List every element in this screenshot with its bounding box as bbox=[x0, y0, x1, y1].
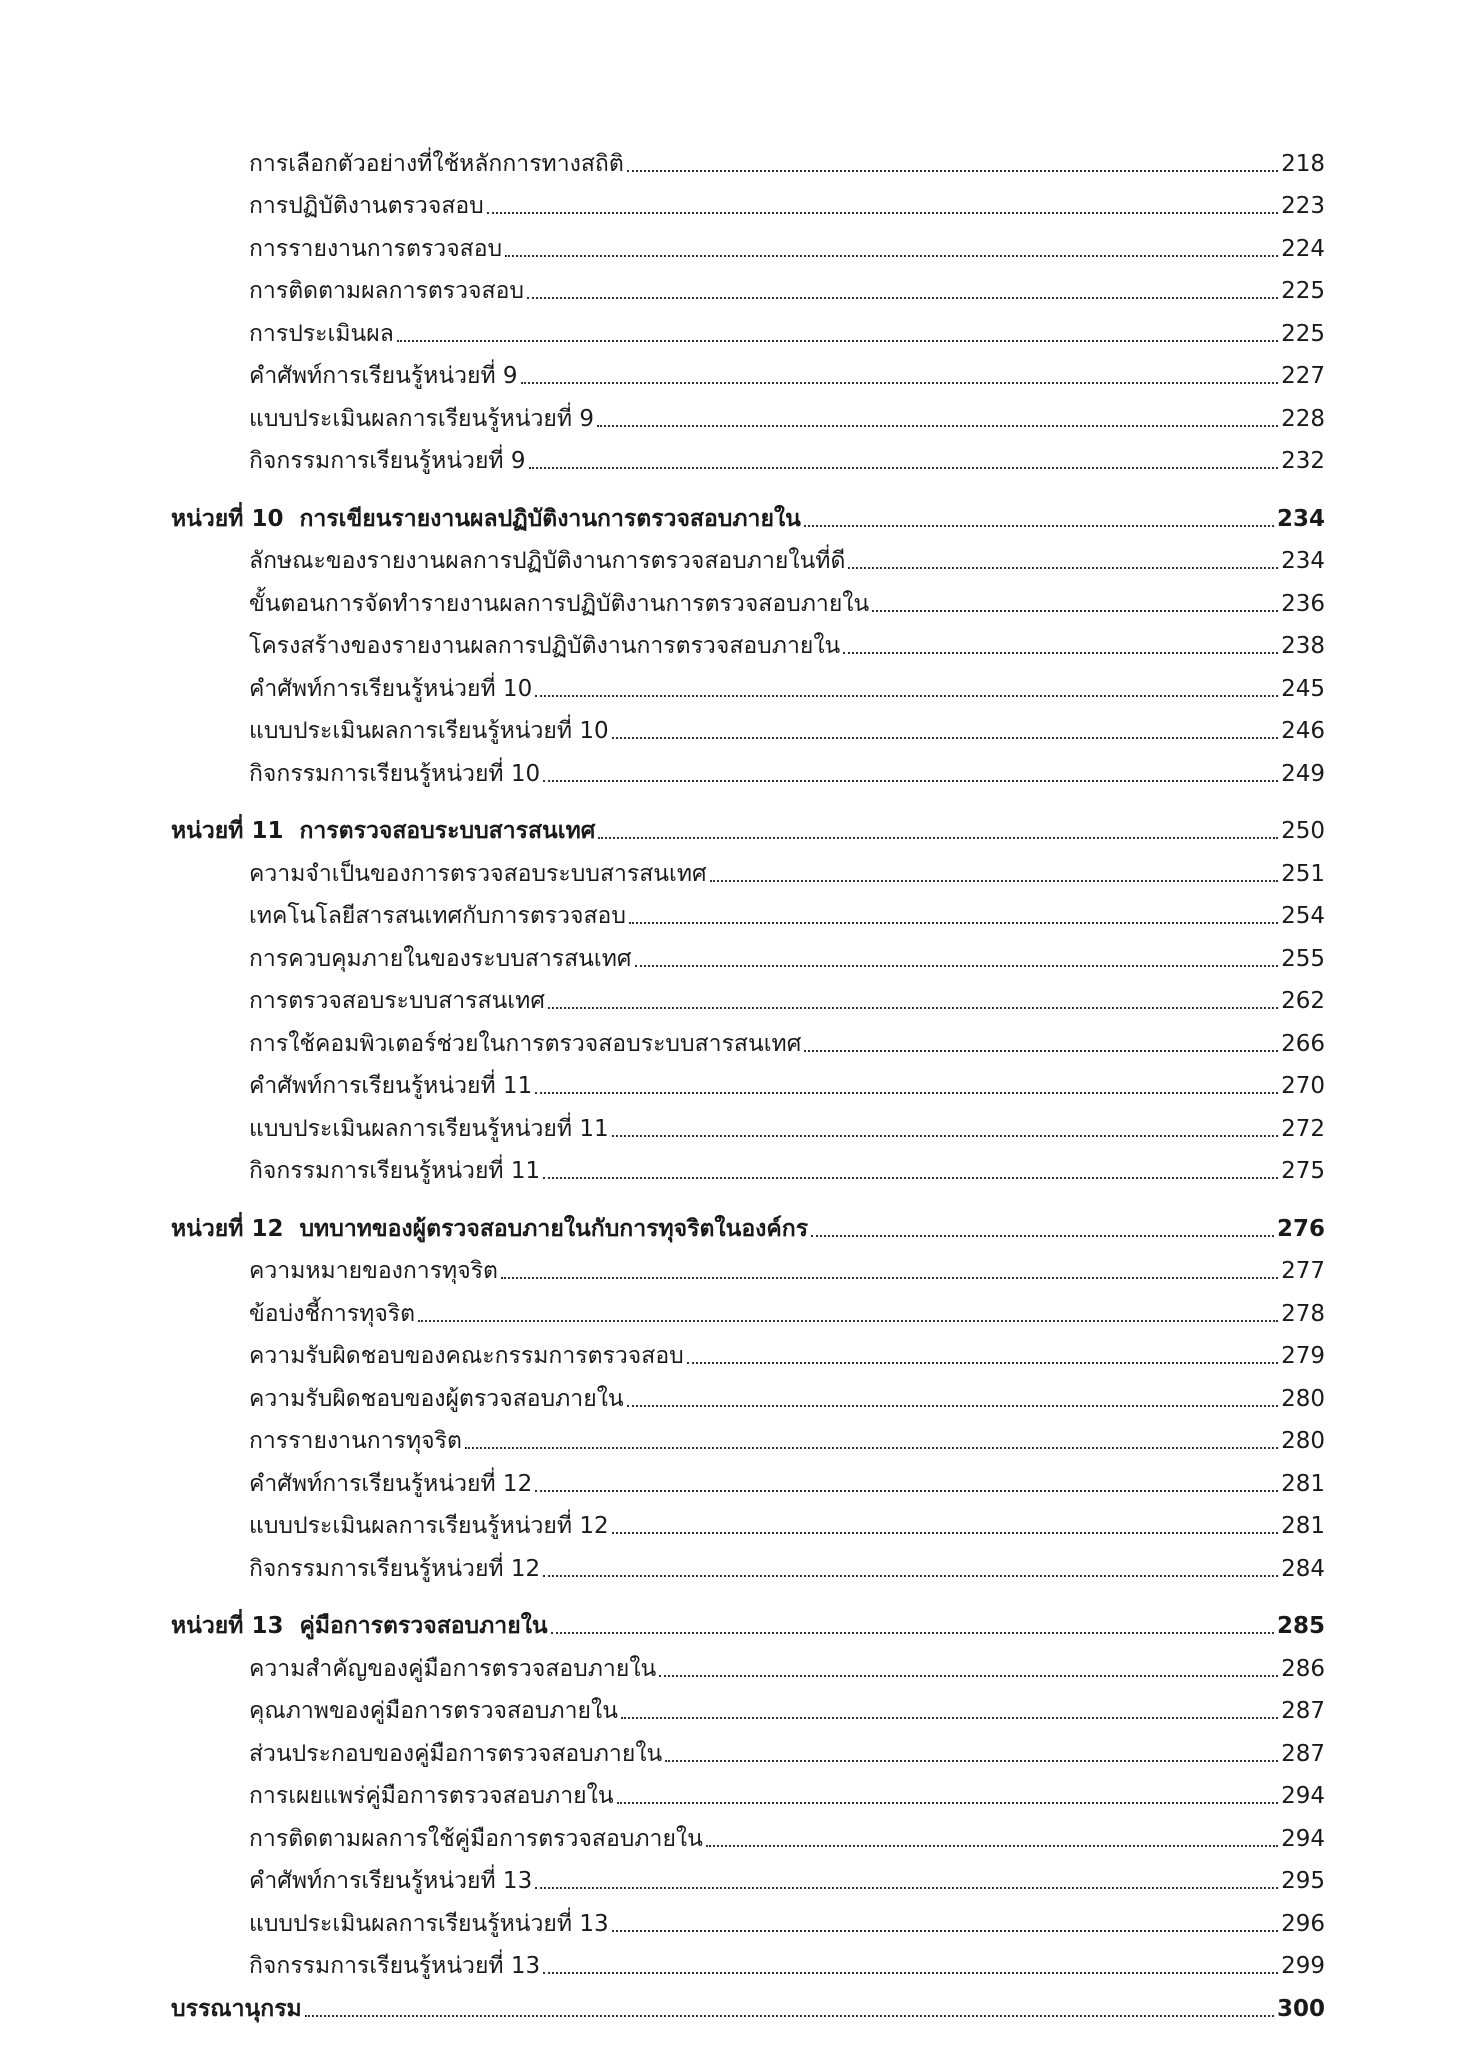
dot-leader bbox=[635, 964, 1279, 967]
toc-entry-title: คำศัพท์การเรียนรู้หน่วยที่ 13 bbox=[249, 1868, 533, 1894]
toc-entry[interactable] bbox=[171, 1144, 1325, 1187]
dot-leader bbox=[687, 1361, 1278, 1364]
toc-entry-page: 227 bbox=[1281, 363, 1325, 389]
toc-entry[interactable] bbox=[171, 179, 1325, 222]
dot-leader bbox=[710, 879, 1278, 882]
toc-entry-page: 272 bbox=[1281, 1115, 1325, 1142]
dot-leader bbox=[665, 1759, 1278, 1762]
toc-entry-page: 295 bbox=[1281, 1868, 1325, 1894]
toc-entry-title: การปฏิบัติงานตรวจสอบ bbox=[249, 193, 484, 219]
toc-entry-page: 275 bbox=[1281, 1158, 1325, 1184]
toc-entry-title: ความรับผิดชอบของคณะกรรมการตรวจสอบ bbox=[249, 1343, 684, 1369]
dot-leader bbox=[543, 779, 1278, 782]
toc-entry-page: 279 bbox=[1281, 1343, 1325, 1369]
toc-entry[interactable] bbox=[171, 534, 1325, 577]
toc-entry-title: คำศัพท์การเรียนรู้หน่วยที่ 12 bbox=[249, 1470, 533, 1497]
toc-unit-heading[interactable] bbox=[171, 491, 1325, 534]
toc-entry-title: คำศัพท์การเรียนรู้หน่วยที่ 10 bbox=[249, 675, 533, 702]
dot-leader bbox=[535, 1886, 1278, 1889]
dot-leader bbox=[305, 2014, 1274, 2017]
unit-page: 285 bbox=[1276, 1613, 1325, 1639]
toc-entry-title: ขั้นตอนการจัดทำรายงานผลการปฏิบัติงานการตรวจสอบภายใน bbox=[249, 590, 870, 617]
toc-entry-page: 266 bbox=[1281, 1030, 1325, 1057]
section-gap bbox=[171, 789, 1325, 804]
toc-entry[interactable] bbox=[171, 349, 1325, 392]
toc-entry[interactable] bbox=[171, 1371, 1325, 1414]
toc-entry-title: กิจกรรมการเรียนรู้หน่วยที่ 10 bbox=[249, 760, 541, 787]
unit-page: 234 bbox=[1276, 505, 1325, 532]
toc-entry-title: แบบประเมินผลการเรียนรู้หน่วยที่ 11 bbox=[249, 1115, 609, 1142]
bibliography-title: บรรณานุกรม bbox=[171, 1995, 302, 2022]
toc-entry-page: 225 bbox=[1281, 278, 1325, 304]
toc-entry-page: 254 bbox=[1281, 903, 1325, 929]
toc-unit-heading[interactable] bbox=[171, 804, 1325, 847]
toc-entry-title: แบบประเมินผลการเรียนรู้หน่วยที่ 10 bbox=[249, 718, 609, 744]
toc-entry-title: กิจกรรมการเรียนรู้หน่วยที่ 9 bbox=[249, 448, 526, 474]
toc-entry-page: 294 bbox=[1281, 1825, 1325, 1852]
toc-entry-page: 234 bbox=[1281, 548, 1325, 574]
dot-leader bbox=[804, 1049, 1278, 1052]
unit-number: หน่วยที่ 11 bbox=[171, 818, 284, 844]
toc-entry-page: 287 bbox=[1281, 1740, 1325, 1767]
toc-bibliography[interactable] bbox=[171, 1981, 1325, 2024]
toc-entry[interactable] bbox=[171, 1016, 1325, 1059]
section-gap bbox=[171, 1186, 1325, 1201]
toc-entry-title: ความจำเป็นของการตรวจสอบระบบสารสนเทศ bbox=[249, 860, 707, 887]
toc-unit-heading[interactable] bbox=[171, 1201, 1325, 1244]
toc-entry[interactable] bbox=[171, 1541, 1325, 1584]
dot-leader bbox=[548, 1006, 1278, 1009]
toc-entry-page: 277 bbox=[1281, 1258, 1325, 1284]
unit-page: 250 bbox=[1281, 818, 1325, 844]
toc-entry-page: 278 bbox=[1281, 1300, 1325, 1327]
toc-entry-page: 262 bbox=[1281, 988, 1325, 1014]
toc-entry-title: การติดตามผลการตรวจสอบ bbox=[249, 278, 524, 304]
dot-leader bbox=[627, 169, 1278, 172]
dot-leader bbox=[612, 1134, 1278, 1137]
dot-leader bbox=[612, 736, 1278, 739]
dot-leader bbox=[597, 424, 1278, 427]
dot-leader bbox=[535, 694, 1278, 697]
toc-entry-page: 223 bbox=[1281, 193, 1325, 219]
toc-entry[interactable] bbox=[171, 1329, 1325, 1372]
toc-entry-title: ความรับผิดชอบของผู้ตรวจสอบภายใน bbox=[249, 1385, 624, 1412]
dot-leader bbox=[551, 1631, 1274, 1634]
toc-entry[interactable] bbox=[171, 1641, 1325, 1684]
toc-entry-title: การใช้คอมพิวเตอร์ช่วยในการตรวจสอบระบบสารสนเทศ bbox=[249, 1030, 802, 1057]
unit-title: การตรวจสอบระบบสารสนเทศ bbox=[299, 818, 596, 844]
toc-entry-title: ข้อบ่งชี้การทุจริต bbox=[249, 1300, 416, 1327]
toc-entry[interactable] bbox=[171, 1414, 1325, 1457]
toc-entry[interactable] bbox=[171, 1499, 1325, 1542]
toc-entry-page: 249 bbox=[1281, 760, 1325, 787]
dot-leader bbox=[487, 211, 1278, 214]
dot-leader bbox=[848, 566, 1278, 569]
toc-entry[interactable] bbox=[171, 221, 1325, 264]
dot-leader bbox=[617, 1801, 1279, 1804]
dot-leader bbox=[505, 254, 1278, 257]
dot-leader bbox=[659, 1674, 1278, 1677]
toc-entry-title: ส่วนประกอบของคู่มือการตรวจสอบภายใน bbox=[249, 1740, 663, 1767]
unit-number: หน่วยที่ 13 bbox=[171, 1613, 284, 1639]
toc-entry-page: 286 bbox=[1281, 1655, 1325, 1682]
toc-entry[interactable] bbox=[171, 1854, 1325, 1897]
toc-unit-heading[interactable] bbox=[171, 1599, 1325, 1642]
dot-leader bbox=[804, 524, 1274, 527]
dot-leader bbox=[843, 651, 1278, 654]
toc-entry-title: แบบประเมินผลการเรียนรู้หน่วยที่ 13 bbox=[249, 1910, 609, 1937]
section-gap bbox=[171, 1584, 1325, 1599]
dot-leader bbox=[418, 1319, 1278, 1322]
toc-entry[interactable] bbox=[171, 1456, 1325, 1499]
toc-entry-page: 270 bbox=[1281, 1073, 1325, 1099]
toc-entry[interactable] bbox=[171, 974, 1325, 1017]
toc-entry[interactable] bbox=[171, 576, 1325, 619]
toc-entry[interactable] bbox=[171, 931, 1325, 974]
toc-entry[interactable] bbox=[171, 1896, 1325, 1939]
dot-leader bbox=[529, 466, 1279, 469]
toc-entry-page: 224 bbox=[1281, 235, 1325, 262]
toc-entry-title: เทคโนโลยีสารสนเทศกับการตรวจสอบ bbox=[249, 903, 626, 929]
dot-leader bbox=[612, 1531, 1278, 1534]
toc-entry[interactable] bbox=[171, 889, 1325, 932]
toc-entry-title: แบบประเมินผลการเรียนรู้หน่วยที่ 12 bbox=[249, 1513, 609, 1539]
toc-entry[interactable] bbox=[171, 391, 1325, 434]
dot-leader bbox=[543, 1176, 1278, 1179]
toc-entry-title: คุณภาพของคู่มือการตรวจสอบภายใน bbox=[249, 1698, 618, 1724]
dot-leader bbox=[465, 1446, 1278, 1449]
toc-entry[interactable] bbox=[171, 1769, 1325, 1812]
toc-entry-title: โครงสร้างของรายงานผลการปฏิบัติงานการตรวจสอบภายใน bbox=[249, 633, 841, 659]
toc-entry-page: 251 bbox=[1281, 860, 1325, 887]
toc-entry-title: ความสำคัญของคู่มือการตรวจสอบภายใน bbox=[249, 1655, 657, 1682]
toc-entry-title: การเผยแพร่คู่มือการตรวจสอบภายใน bbox=[249, 1783, 614, 1809]
dot-leader bbox=[811, 1234, 1274, 1237]
toc-entry[interactable] bbox=[171, 746, 1325, 789]
toc-entry[interactable] bbox=[171, 434, 1325, 477]
toc-entry[interactable] bbox=[171, 136, 1325, 179]
toc-entry-page: 284 bbox=[1281, 1555, 1325, 1582]
toc-entry[interactable] bbox=[171, 619, 1325, 662]
toc-entry[interactable] bbox=[171, 306, 1325, 349]
table-of-contents bbox=[171, 136, 1325, 2024]
dot-leader bbox=[612, 1929, 1278, 1932]
toc-entry-title: แบบประเมินผลการเรียนรู้หน่วยที่ 9 bbox=[249, 405, 594, 432]
toc-entry-page: 238 bbox=[1281, 633, 1325, 659]
toc-entry[interactable] bbox=[171, 1726, 1325, 1769]
toc-entry-page: 280 bbox=[1281, 1385, 1325, 1412]
toc-entry[interactable] bbox=[171, 846, 1325, 889]
toc-entry-title: การควบคุมภายในของระบบสารสนเทศ bbox=[249, 945, 632, 972]
dot-leader bbox=[535, 1091, 1278, 1094]
toc-entry[interactable] bbox=[171, 1101, 1325, 1144]
toc-entry-page: 281 bbox=[1281, 1513, 1325, 1539]
unit-title: การเขียนรายงานผลปฏิบัติงานการตรวจสอบภายใน bbox=[299, 505, 801, 532]
dot-leader bbox=[629, 921, 1278, 924]
toc-entry-title: กิจกรรมการเรียนรู้หน่วยที่ 11 bbox=[249, 1158, 541, 1184]
toc-entry-title: คำศัพท์การเรียนรู้หน่วยที่ 11 bbox=[249, 1073, 533, 1099]
toc-entry-page: 299 bbox=[1281, 1953, 1325, 1979]
toc-entry-page: 225 bbox=[1281, 320, 1325, 347]
toc-entry-title: การรายงานการทุจริต bbox=[249, 1428, 462, 1454]
toc-entry-page: 294 bbox=[1281, 1783, 1325, 1809]
toc-entry-page: 232 bbox=[1281, 448, 1325, 474]
dot-leader bbox=[543, 1971, 1278, 1974]
toc-entry[interactable] bbox=[171, 1684, 1325, 1727]
bibliography-page: 300 bbox=[1276, 1995, 1325, 2022]
dot-leader bbox=[397, 339, 1278, 342]
toc-entry-page: 255 bbox=[1281, 945, 1325, 972]
toc-entry-page: 246 bbox=[1281, 718, 1325, 744]
toc-entry-title: ลักษณะของรายงานผลการปฏิบัติงานการตรวจสอบภายในที่ดี bbox=[249, 548, 846, 574]
dot-leader bbox=[501, 1276, 1278, 1279]
toc-entry[interactable] bbox=[171, 1244, 1325, 1287]
toc-entry-page: 218 bbox=[1281, 150, 1325, 177]
section-gap bbox=[171, 476, 1325, 491]
dot-leader bbox=[627, 1404, 1278, 1407]
dot-leader bbox=[543, 1574, 1278, 1577]
toc-entry-title: การรายงานการตรวจสอบ bbox=[249, 235, 503, 262]
toc-entry-page: 296 bbox=[1281, 1910, 1325, 1937]
toc-entry-page: 287 bbox=[1281, 1698, 1325, 1724]
toc-entry-page: 245 bbox=[1281, 675, 1325, 702]
toc-entry-page: 280 bbox=[1281, 1428, 1325, 1454]
toc-entry[interactable] bbox=[171, 704, 1325, 747]
toc-entry-title: กิจกรรมการเรียนรู้หน่วยที่ 13 bbox=[249, 1953, 541, 1979]
dot-leader bbox=[621, 1716, 1278, 1719]
toc-entry-title: การติดตามผลการใช้คู่มือการตรวจสอบภายใน bbox=[249, 1825, 703, 1852]
toc-entry-title: ความหมายของการทุจริต bbox=[249, 1258, 498, 1284]
toc-entry-title: การประเมินผล bbox=[249, 320, 394, 347]
toc-entry-title: กิจกรรมการเรียนรู้หน่วยที่ 12 bbox=[249, 1555, 541, 1582]
toc-entry[interactable] bbox=[171, 1939, 1325, 1982]
toc-entry[interactable] bbox=[171, 264, 1325, 307]
toc-entry-page: 228 bbox=[1281, 405, 1325, 432]
toc-entry-title: การเลือกตัวอย่างที่ใช้หลักการทางสถิติ bbox=[249, 150, 624, 177]
unit-number: หน่วยที่ 10 bbox=[171, 505, 284, 532]
toc-entry[interactable] bbox=[171, 1286, 1325, 1329]
toc-entry[interactable] bbox=[171, 1811, 1325, 1854]
toc-entry-title: การตรวจสอบระบบสารสนเทศ bbox=[249, 988, 545, 1014]
toc-entry[interactable] bbox=[171, 661, 1325, 704]
unit-page: 276 bbox=[1276, 1215, 1325, 1242]
dot-leader bbox=[527, 296, 1278, 299]
dot-leader bbox=[535, 1489, 1278, 1492]
dot-leader bbox=[872, 609, 1278, 612]
dot-leader bbox=[598, 836, 1278, 839]
unit-number: หน่วยที่ 12 bbox=[171, 1215, 284, 1242]
unit-title: บทบาทของผู้ตรวจสอบภายในกับการทุจริตในองค์กร bbox=[299, 1215, 809, 1242]
dot-leader bbox=[706, 1844, 1278, 1847]
toc-entry-title: คำศัพท์การเรียนรู้หน่วยที่ 9 bbox=[249, 363, 518, 389]
dot-leader bbox=[521, 381, 1279, 384]
unit-title: คู่มือการตรวจสอบภายใน bbox=[299, 1613, 548, 1639]
toc-entry-page: 236 bbox=[1281, 590, 1325, 617]
toc-entry[interactable] bbox=[171, 1059, 1325, 1102]
toc-entry-page: 281 bbox=[1281, 1470, 1325, 1497]
